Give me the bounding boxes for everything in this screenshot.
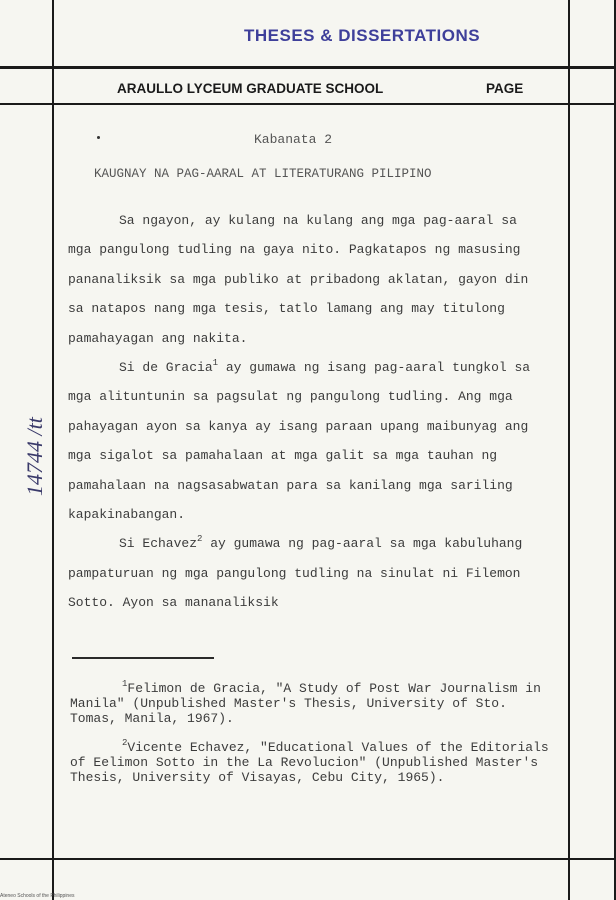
chapter-title: KAUGNAY NA PAG-AARAL AT LITERATURANG PILIPINO [94,167,432,181]
body-text [68,206,548,636]
scan-footer: Ateneo Schools of the Philippines [0,893,75,899]
footnote-ref-1: 1 [212,357,219,368]
header-rule [0,103,616,105]
paragraph-2-text: ay gumawa ng isang pag-aaral tungkol sa mga alituntunin sa pagsulat ng pangulong tudling. Ang mga pahayagan ayon sa kanya ay isang paraan upang maibunyag ang mga sigalot sa pamahalaan at mga galit sa mga tauhan ng pamahalaan na nagsasabwatan para sa kanilang mga sariling kapakinabangan. [68,360,531,523]
top-rule [0,66,616,69]
handwritten-accession-number: 14744 /tt [22,417,47,496]
footnote-1-number: 1 [122,678,128,689]
footnote-1-text: Felimon de Gracia, "A Study of Post War Journalism in Manila" (Unpublished Master's Thesis, University of Sto. Tomas, Manila, 1967). [70,681,541,726]
theses-stamp: THESES & DISSERTATIONS [244,26,481,45]
paragraph-2 [68,353,548,529]
page-label: PAGE [486,81,524,96]
footnote-ref-2: 2 [197,534,203,545]
footnote-2-text: Vicente Echavez, "Educational Values of the Editorials of Eelimon Sotto in the La Revolucion" (Unpublished Master's Thesis, University of Visayas, Cebu City, 1965). [70,740,549,785]
ink-dot [97,136,100,139]
right-margin-rule [568,0,570,900]
footnote-2-number: 2 [122,737,128,748]
paragraph-3-text: ay gumawa ng pag-aaral sa mga kabuluhang pampaturuan ng mga pangulong tudling na sinulat ni Filemon Sotto. Ayon sa mananaliksik [68,536,523,611]
paragraph-1 [68,206,548,353]
school-name: ARAULLO LYCEUM GRADUATE SCHOOL [117,81,384,96]
left-margin-rule [52,0,54,900]
footnote-2 [70,737,550,802]
paragraph-3-lead: Si Echavez [119,536,198,552]
paragraph-1-text: Sa ngayon, ay kulang na kulang ang mga pag-aaral sa mga pangulong tudling na gaya nito. Pagkatapos ng masusing pananaliksik sa mga publiko at pribadong aklatan, gayon din sa natapos nang mga tesis, tatlo lamang ang may titulong pamahayagan ang nakita. [68,213,529,346]
footnote-1 [70,678,550,727]
paragraph-3 [68,529,548,617]
paragraph-2-lead: Si de Gracia [119,360,213,376]
footnote-separator [72,657,214,659]
bottom-rule [0,858,616,860]
chapter-label: Kabanata 2 [254,132,333,147]
